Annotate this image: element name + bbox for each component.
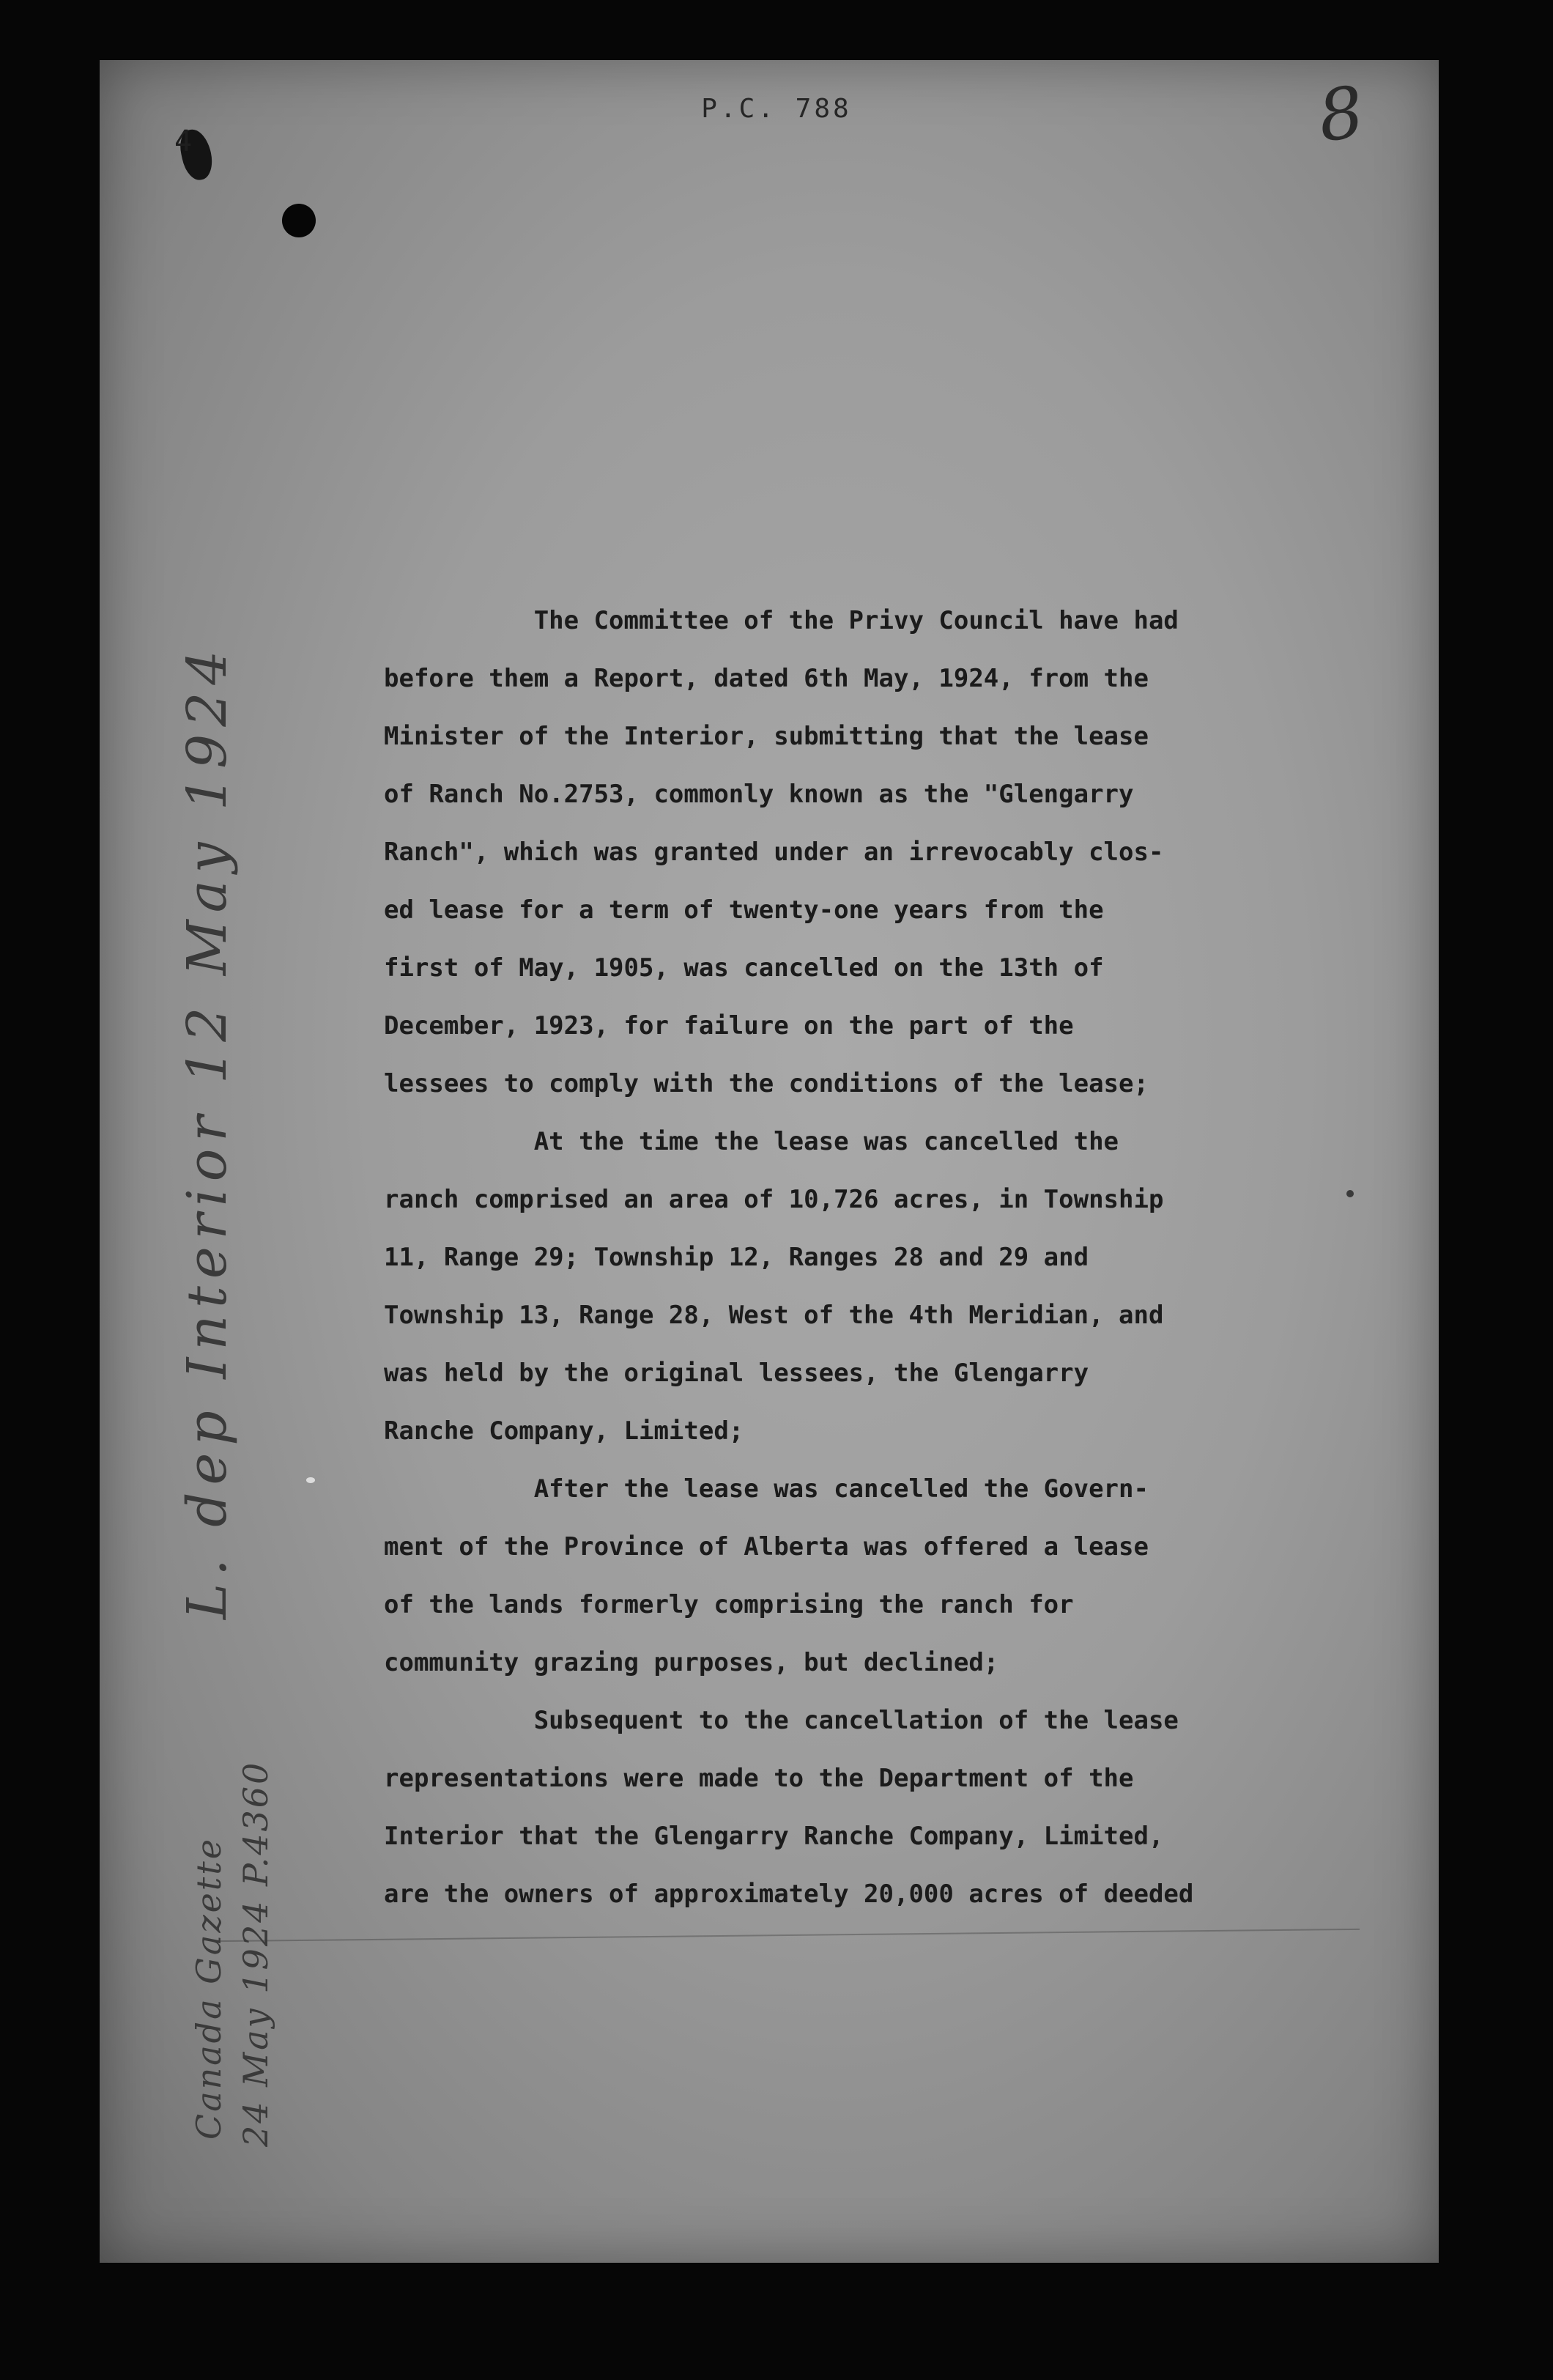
text-line: Ranch", which was granted under an irrevocably clos- [384,838,1164,867]
text-line: ment of the Province of Alberta was offered a lease [384,1532,1149,1562]
text-line: Minister of the Interior, submitting that the lease [384,722,1149,751]
text-line: Township 13, Range 28, West of the 4th Meridian, and [384,1301,1164,1330]
text-line: of the lands formerly comprising the ranch for [384,1590,1074,1619]
order-reference: P.C. 788 [701,94,852,124]
text-line: Subsequent to the cancellation of the lease [384,1706,1179,1735]
text-line: ed lease for a term of twenty-one years from the [384,895,1104,925]
text-line: are the owners of approximately 20,000 acres of deeded [384,1880,1194,1909]
text-line: December, 1923, for failure on the part of the [384,1011,1074,1041]
punch-hole [282,204,316,237]
text-line: The Committee of the Privy Council have had [384,606,1179,635]
text-line: was held by the original lessees, the Glengarry [384,1359,1089,1388]
paper-speck [306,1477,315,1483]
handwritten-margin-note: L. dep Interior 12 May 1924 [176,643,239,1619]
text-line: Ranche Company, Limited; [384,1416,744,1446]
text-line: ranch comprised an area of 10,726 acres, in Township [384,1185,1164,1214]
handwritten-gazette-date: 24 May 1924 P.4360 [236,1760,275,2147]
text-line: Interior that the Glengarry Ranche Company, Limited, [384,1822,1164,1851]
text-line: before them a Report, dated 6th May, 1924, from the [384,664,1149,693]
folio-number: 8 [1313,70,1369,158]
report-text [384,592,1336,1923]
handwritten-gazette-note: Canada Gazette [189,1837,229,2140]
text-line: representations were made to the Department of the [384,1764,1134,1793]
text-line: community grazing purposes, but declined; [384,1648,999,1677]
text-line: of Ranch No.2753, commonly known as the "Glengarry [384,780,1134,809]
text-line: At the time the lease was cancelled the [384,1127,1119,1156]
paper-speck [1346,1190,1354,1197]
text-line: 11, Range 29; Township 12, Ranges 28 and 29 and [384,1243,1089,1272]
text-line: After the lease was cancelled the Govern- [384,1474,1149,1504]
text-line: first of May, 1905, was cancelled on the 13th of [384,953,1104,983]
corner-mark: 4 [174,125,194,158]
text-line: lessees to comply with the conditions of the lease; [384,1069,1149,1098]
